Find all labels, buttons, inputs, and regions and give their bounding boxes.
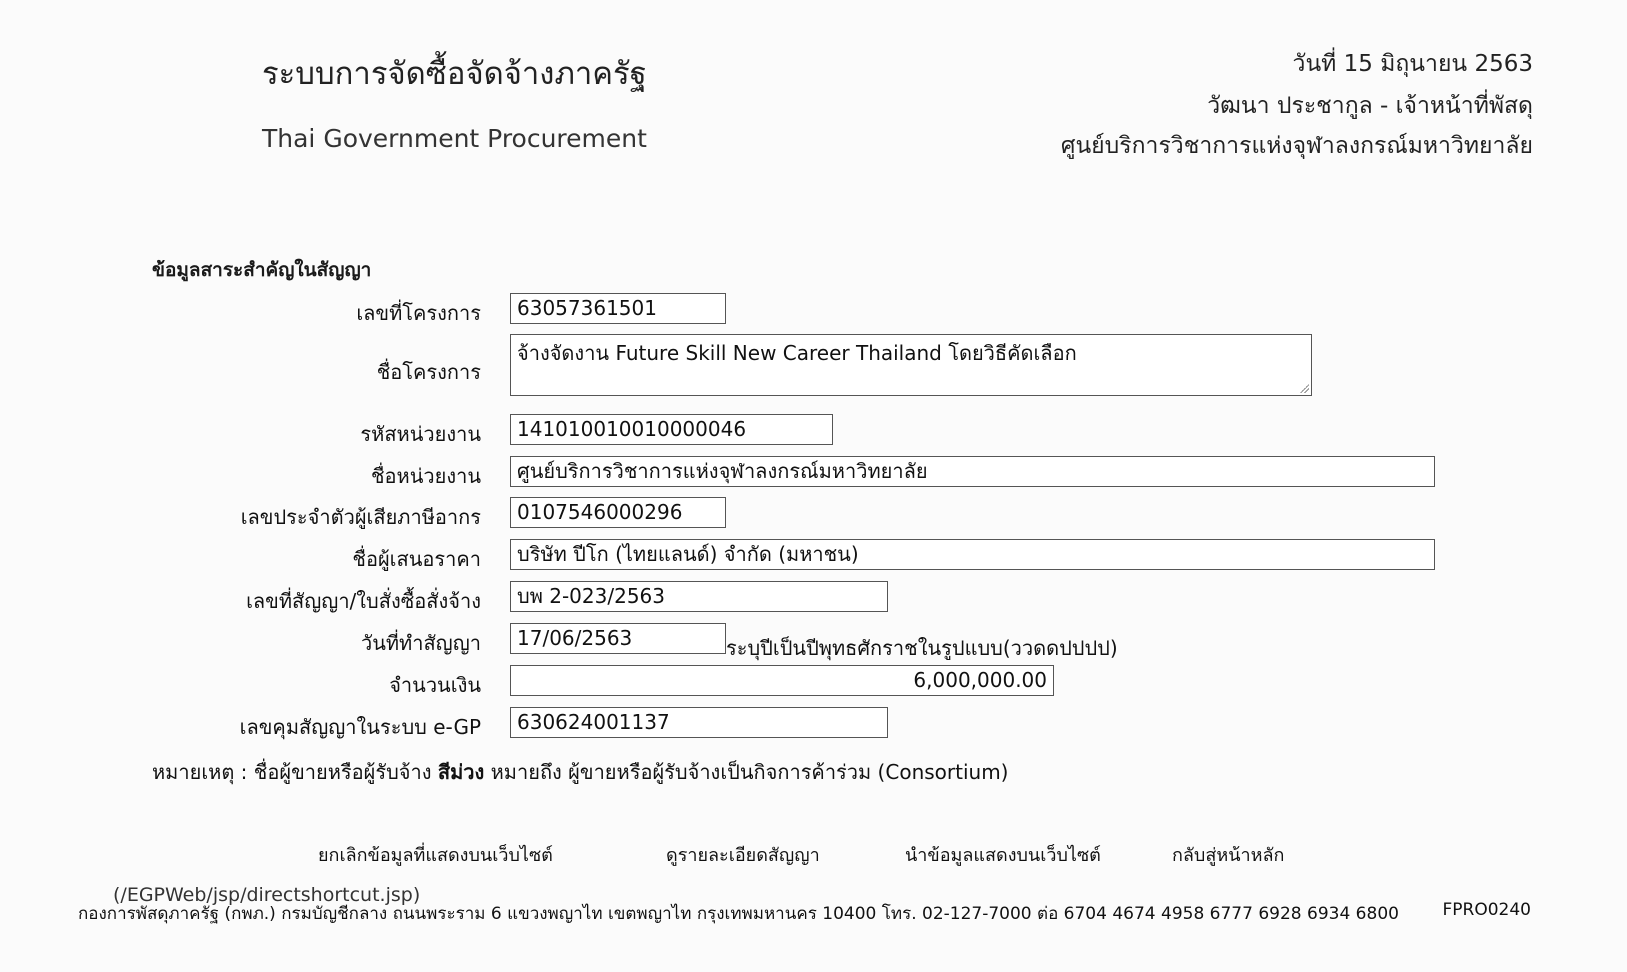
- project-name-text: จ้างจัดงาน Future Skill New Career Thailand โดยวิธีคัดเลือก: [517, 341, 1077, 365]
- project-name-field[interactable]: [510, 334, 1312, 396]
- contract-no-field[interactable]: บพ 2-023/2563: [510, 581, 888, 612]
- consortium-note: [152, 756, 1008, 788]
- site-title: ระบบการจัดซื้อจัดจ้างภาครัฐ: [262, 56, 647, 92]
- agency-name-label: ชื่อหน่วยงาน: [370, 464, 481, 488]
- bidder-name-field[interactable]: บริษัท ปีโก (ไทยแลนด์) จำกัด (มหาชน): [510, 539, 1435, 570]
- amount-label: จำนวนเงิน: [389, 673, 481, 697]
- tax-id-label: เลขประจำตัวผู้เสียภาษีอากร: [240, 505, 481, 529]
- agency-code-label: รหัสหน่วยงาน: [360, 422, 481, 446]
- contract-date-label: วันที่ทำสัญญา: [360, 631, 481, 655]
- amount-field[interactable]: 6,000,000.00: [510, 665, 1054, 696]
- tax-id-field[interactable]: 0107546000296: [510, 497, 726, 528]
- header-date: วันที่ 15 มิถุนายน 2563: [1292, 51, 1533, 77]
- section-title: ข้อมูลสาระสำคัญในสัญญา: [152, 259, 372, 281]
- note-highlight: สีม่วง: [437, 760, 485, 784]
- egp-no-field[interactable]: 630624001137: [510, 707, 888, 738]
- egp-no-label: เลขคุมสัญญาในระบบ e-GP: [239, 715, 481, 739]
- agency-name-field[interactable]: ศูนย์บริการวิชาการแห่งจุฬาลงกรณ์มหาวิทยาลัย: [510, 456, 1435, 487]
- publish-display-link[interactable]: นำข้อมูลแสดงบนเว็บไซต์: [905, 845, 1101, 866]
- bidder-name-label: ชื่อผู้เสนอราคา: [352, 547, 481, 571]
- project-no-label: เลขที่โครงการ: [356, 301, 481, 325]
- site-subtitle: Thai Government Procurement: [262, 124, 647, 153]
- contract-no-label: เลขที่สัญญา/ใบสั่งซื้อสั่งจ้าง: [246, 589, 481, 613]
- header-organization: ศูนย์บริการวิชาการแห่งจุฬาลงกรณ์มหาวิทยาลัย: [1060, 133, 1533, 159]
- cancel-display-link[interactable]: ยกเลิกข้อมูลที่แสดงบนเว็บไซต์: [318, 845, 553, 866]
- contract-date-field[interactable]: 17/06/2563: [510, 623, 726, 654]
- shortcut-path: (/EGPWeb/jsp/directshortcut.jsp): [113, 884, 421, 906]
- footer-address: กองการพัสดุภาครัฐ (กพภ.) กรมบัญชีกลาง ถนนพระราม 6 แขวงพญาไท เขตพญาไท กรุงเทพมหานคร 10400 โทร. 02-127-7000 ต่อ 6704 4674 4958 6777 6928 6934 6800: [78, 904, 1399, 924]
- view-contract-link[interactable]: ดูรายละเอียดสัญญา: [666, 845, 820, 866]
- header-user: วัฒนา ประชากูล - เจ้าหน้าที่พัสดุ: [1207, 93, 1533, 119]
- project-no-field[interactable]: 63057361501: [510, 293, 726, 324]
- resize-grip-icon[interactable]: [1299, 383, 1309, 393]
- contract-date-hint: ระบุปีเป็นปีพุทธศักราชในรูปแบบ(ววดดปปปป): [726, 636, 1118, 660]
- note-suffix: หมายถึง ผู้ขายหรือผู้รับจ้างเป็นกิจการค้าร่วม (Consortium): [490, 760, 1009, 784]
- note-prefix: หมายเหตุ : ชื่อผู้ขายหรือผู้รับจ้าง: [152, 760, 432, 784]
- project-name-label: ชื่อโครงการ: [376, 360, 481, 384]
- page-code: FPRO0240: [1442, 900, 1531, 920]
- agency-code-field[interactable]: 141010010010000046: [510, 414, 833, 445]
- home-link[interactable]: กลับสู่หน้าหลัก: [1172, 845, 1285, 866]
